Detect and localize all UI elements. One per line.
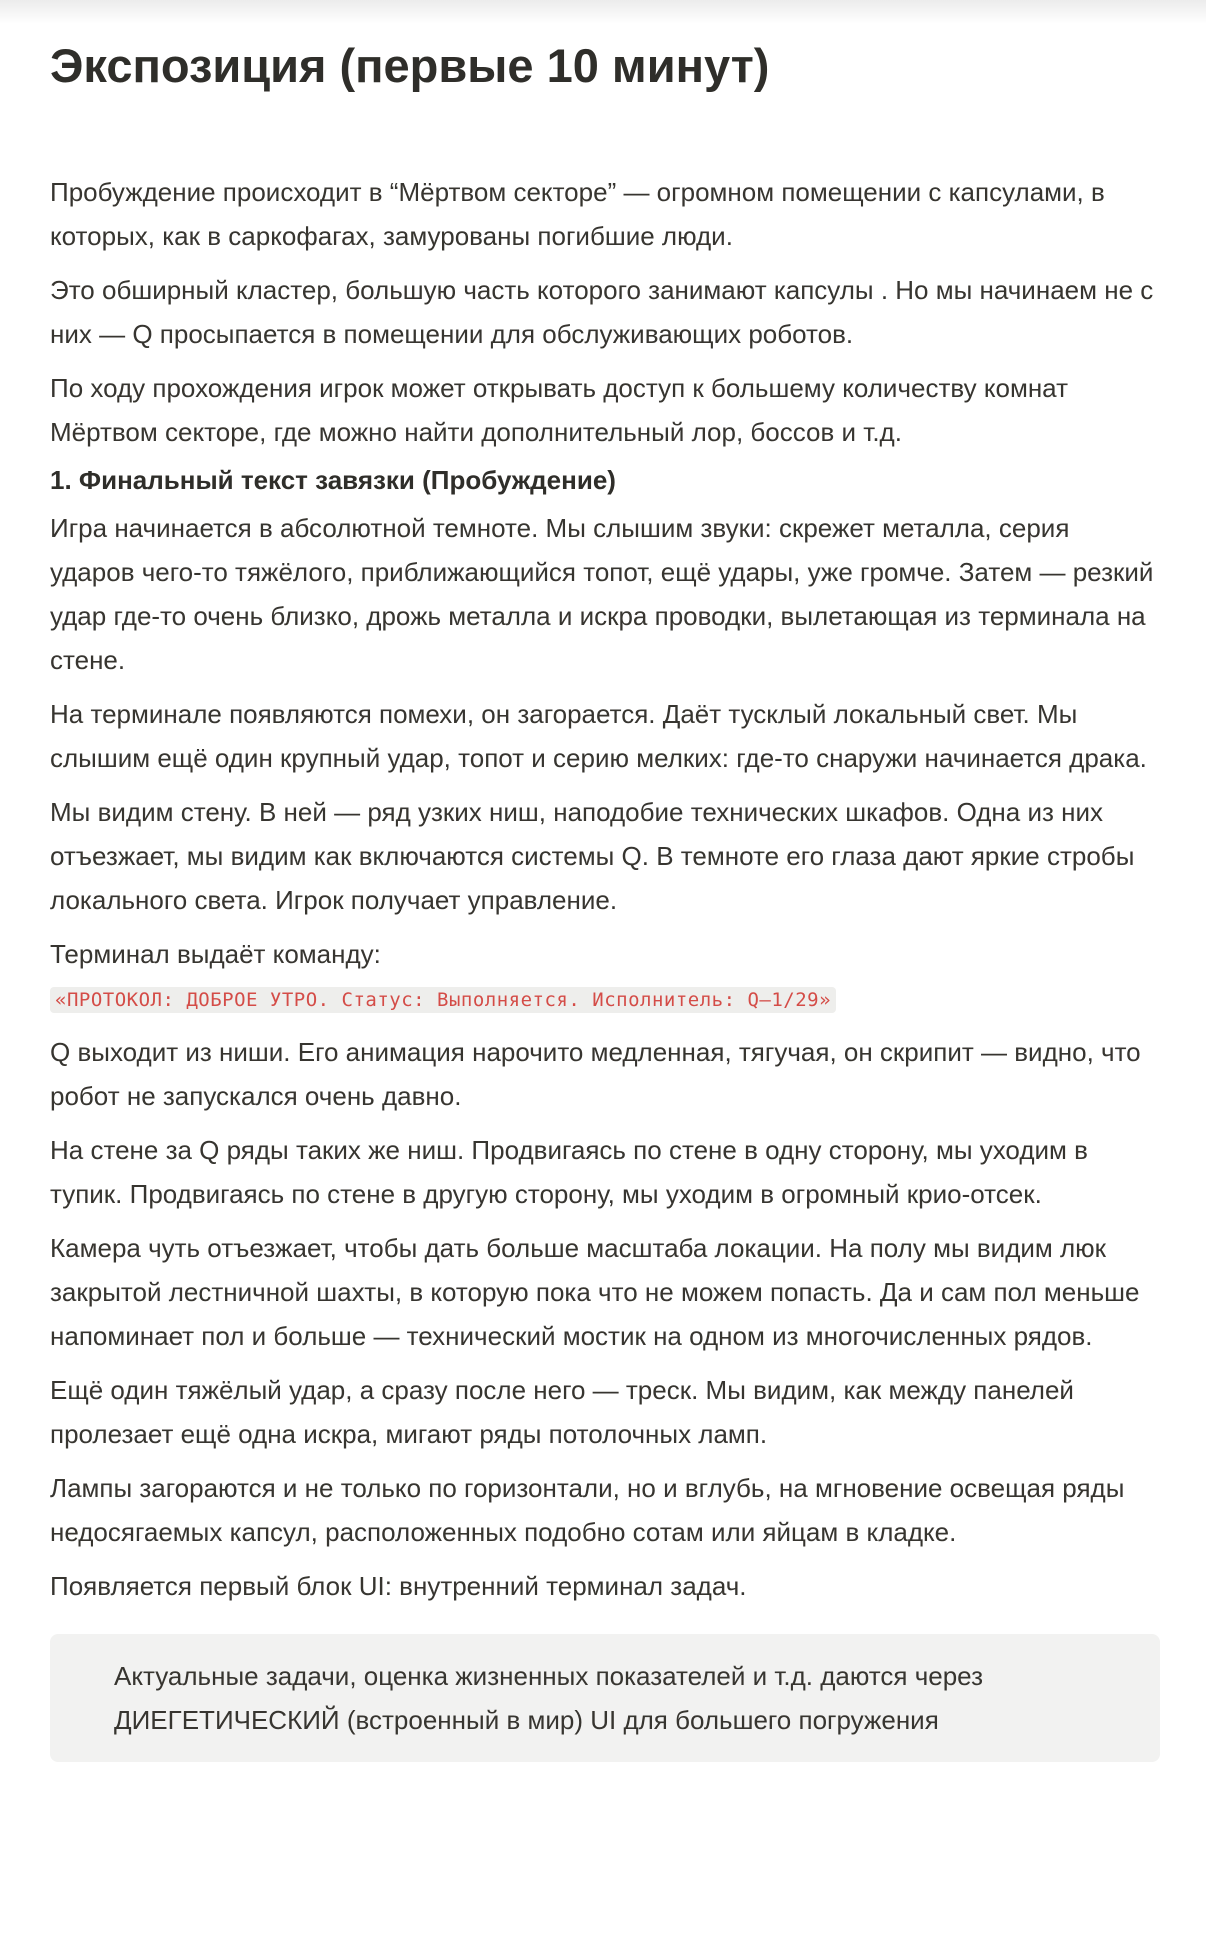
- terminal-command-line: [50, 980, 1160, 1020]
- paragraph-heavy-hit: Ещё один тяжёлый удар, а сразу после него — треск. Мы видим, как между панелей пролезает ещё одна искра, мигают ряды потолочных ламп.: [50, 1375, 1074, 1449]
- page-title: Экспозиция (первые 10 минут): [50, 39, 770, 92]
- paragraph-cluster: Это обширный кластер, большую часть которого занимают капсулы . Но мы начинаем не с них — Q просыпается в помещении для обслуживающих роботов.: [50, 275, 1154, 349]
- paragraph-q-exits: Q выходит из ниши. Его анимация нарочито медленная, тягучая, он скрипит — видно, что робот не запускался очень давно.: [50, 1037, 1141, 1111]
- paragraph-terminal-lights: На терминале появляются помехи, он загорается. Даёт тусклый локальный свет. Мы слышим ещё один крупный удар, топот и серию мелких: где-то снаружи начинается драка.: [50, 699, 1147, 773]
- document-page: [50, 30, 1160, 1762]
- paragraph-first-ui: Появляется первый блок UI: внутренний терминал задач.: [50, 1571, 747, 1601]
- paragraph-awakening-location: Пробуждение происходит в “Мёртвом секторе” — огромном помещении с капсулами, в которых, как в саркофагах, замурованы погибшие люди.: [50, 177, 1105, 251]
- terminal-command-code: «ПРОТОКОЛ: ДОБРОЕ УТРО. Статус: Выполняется. Исполнитель: Q–1/29»: [50, 987, 836, 1013]
- paragraph-wall-rows: На стене за Q ряды таких же ниш. Продвигаясь по стене в одну сторону, мы уходим в тупик. Продвигаясь по стене в другую сторону, мы уходим в огромный крио-отсек.: [50, 1135, 1088, 1209]
- callout-block: [50, 1634, 1160, 1762]
- paragraph-terminal-command-intro: Терминал выдаёт команду:: [50, 939, 381, 969]
- paragraph-lamps: Лампы загораются и не только по горизонтали, но и вглубь, на мгновение освещая ряды недосягаемых капсул, расположенных подобно сотам или яйцам в кладке.: [50, 1473, 1125, 1547]
- callout-text: Актуальные задачи, оценка жизненных показателей и т.д. даются через ДИЕГЕТИЧЕСКИЙ (встроенный в мир) UI для большего погружения: [114, 1661, 983, 1735]
- paragraph-camera: Камера чуть отъезжает, чтобы дать больше масштаба локации. На полу мы видим люк закрытой лестничной шахты, в которую пока что не можем попасть. Да и сам пол меньше напоминает пол и больше — технический мостик на одном из многочисленных рядов.: [50, 1233, 1140, 1351]
- document-body: [50, 170, 1160, 1762]
- paragraph-darkness: Игра начинается в абсолютной темноте. Мы слышим звуки: скрежет металла, серия ударов чего-то тяжёлого, приближающийся топот, ещё удары, уже громче. Затем — резкий удар где-то очень близко, дрожь металла и искра проводки, вылетающая из терминала на стене.: [50, 513, 1154, 675]
- paragraph-progression: По ходу прохождения игрок может открывать доступ к большему количеству комнат Мёртвом секторе, где можно найти дополнительный лор, боссов и т.д.: [50, 373, 1068, 447]
- top-shadow: [0, 0, 1206, 24]
- section-heading: 1. Финальный текст завязки (Пробуждение): [50, 465, 616, 495]
- paragraph-wall-niches: Мы видим стену. В ней — ряд узких ниш, наподобие технических шкафов. Одна из них отъезжает, мы видим как включаются системы Q. В темноте его глаза дают яркие стробы локального света. Игрок получает управление.: [50, 797, 1135, 915]
